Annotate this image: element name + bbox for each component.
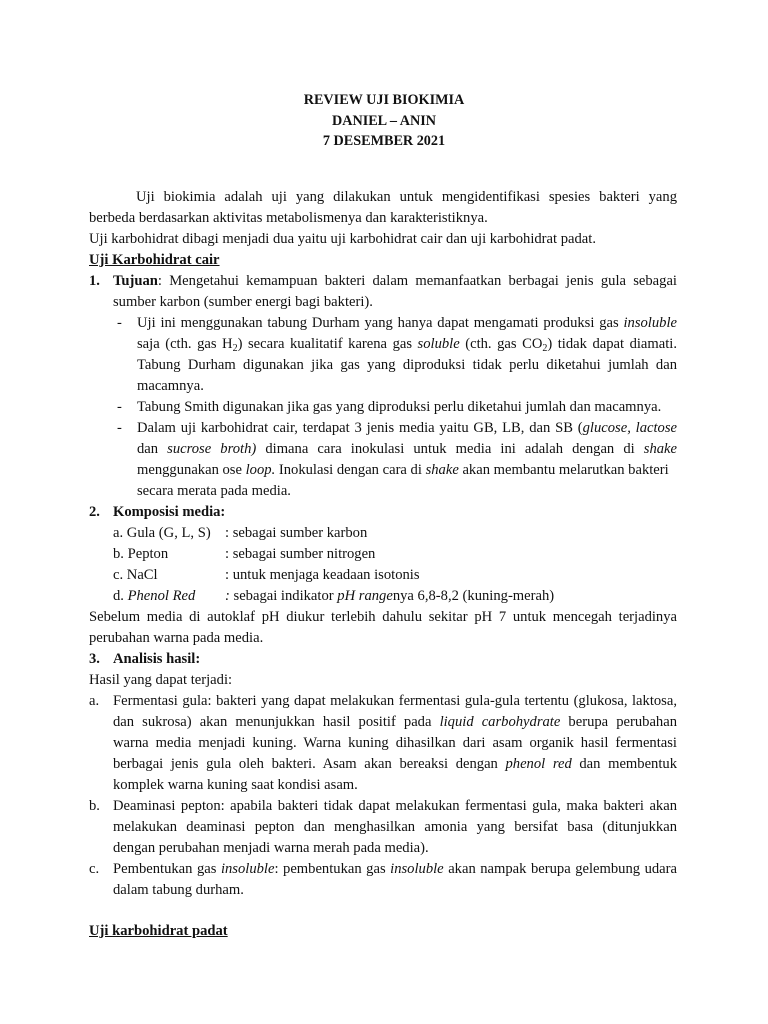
text-span: berupa perubahan [560, 714, 678, 730]
komposisi-item-desc [225, 586, 554, 607]
analisis-a-line-4 [113, 754, 677, 775]
text-span: menggunakan ose [137, 462, 246, 478]
bullet-3-line-3 [137, 460, 669, 481]
bullet-3-line-1 [137, 418, 677, 439]
document-title: REVIEW UJI BIOKIMIA [303, 92, 465, 108]
text-span: Uji ini menggunakan tabung Durham yang hanya dapat mengamati produksi gas [137, 315, 624, 331]
italic-term: insoluble [390, 861, 444, 877]
text-span: dan membentuk [571, 756, 677, 772]
italic-term: insoluble [623, 315, 677, 331]
italic-term: pH range [337, 588, 393, 604]
tujuan-text: : Mengetahui kemampuan bakteri dalam memanfaatkan berbagai jenis gula sebagai [157, 273, 677, 289]
text-span: dan sukrosa) akan menunjukkan hasil positif pada [113, 714, 440, 730]
komposisi-note-line-2: perubahan warna pada media. [89, 630, 264, 646]
analisis-c-line-2: dalam tabung durham. [113, 882, 244, 898]
text-span: (cth. gas CO [459, 336, 543, 352]
analisis-marker-b: b. [89, 798, 100, 814]
italic-term: loop. [245, 462, 276, 478]
bullet-1-line-3: Tabung Durham digunakan jika gas yang diproduksi tidak perlu diketahui jumlah dan [137, 357, 677, 373]
italic-term: shake [643, 441, 677, 457]
text-span: sebagai indikator [229, 588, 338, 604]
italic-term: Phenol Red [127, 588, 196, 604]
list-number-3: 3. [89, 651, 100, 667]
komposisi-item-name [113, 586, 195, 607]
subscript: 2 [542, 343, 548, 354]
italic-term: glucose, lactose [582, 420, 677, 436]
text-span: nya 6,8-8,2 (kuning-merah) [392, 588, 555, 604]
italic-term: sucrose broth) [167, 441, 257, 457]
tujuan-label: Tujuan [113, 273, 158, 289]
bullet-1-line-4: macamnya. [137, 378, 204, 394]
analisis-marker-a: a. [89, 693, 100, 709]
subscript: 2 [232, 343, 238, 354]
text-span: akan nampak berupa gelembung udara [443, 861, 677, 877]
analisis-a-line-1: Fermentasi gula: bakteri yang dapat melakukan fermentasi gula-gula tertentu (glukosa, laktosa, [113, 693, 677, 709]
list-number-2: 2. [89, 504, 100, 520]
text-span: berbagai jenis gula oleh bakteri. Asam akan bereaksi dengan [113, 756, 506, 772]
komposisi-item-name: b. Pepton [113, 546, 169, 562]
section-heading-karbohidrat-padat: Uji karbohidrat padat [89, 923, 228, 939]
bullet-dash: - [117, 315, 122, 331]
section-heading-karbohidrat-cair: Uji Karbohidrat cair [89, 252, 220, 268]
text-span: : pembentukan gas [274, 861, 391, 877]
analisis-a-line-5: komplek warna kuning saat kondisi asam. [113, 777, 358, 793]
komposisi-note-line-1: Sebelum media di autoklaf pH diukur terlebih dahulu sekitar pH 7 untuk mencegah terjadinya [89, 609, 677, 625]
intro-paragraph-line-1: Uji biokimia adalah uji yang dilakukan untuk mengidentifikasi spesies bakteri yang [136, 189, 677, 205]
komposisi-item-name: a. Gula (G, L, S) [113, 525, 211, 541]
komposisi-heading: Komposisi media: [113, 504, 226, 520]
text-span: akan membantu melarutkan bakteri [458, 462, 669, 478]
bullet-3-line-2 [137, 439, 677, 460]
tujuan-line-1 [113, 271, 677, 292]
italic-term: liquid carbohydrate [439, 714, 561, 730]
text-span: saja (cth. gas H [137, 336, 233, 352]
italic-term: phenol red [505, 756, 572, 772]
text-span: dan [137, 441, 168, 457]
document-authors: DANIEL – ANIN [331, 113, 437, 129]
analisis-marker-c: c. [89, 861, 100, 877]
analisis-c-line-1 [113, 859, 677, 880]
text-span: Pembentukan gas [113, 861, 221, 877]
analisis-b-line-1: Deaminasi pepton: apabila bakteri tidak dapat melakukan fermentasi gula, maka bakteri akan [113, 798, 677, 814]
komposisi-item-name: c. NaCl [113, 567, 158, 583]
bullet-dash: - [117, 420, 122, 436]
analisis-intro: Hasil yang dapat terjadi: [89, 672, 233, 688]
bullet-3-line-4: secara merata pada media. [137, 483, 291, 499]
tujuan-line-2: sumber karbon (sumber energi bagi bakteri). [113, 294, 373, 310]
komposisi-item-desc: : untuk menjaga keadaan isotonis [225, 567, 420, 583]
bullet-dash: - [117, 399, 122, 415]
text-span: ) tidak dapat diamati. [547, 336, 677, 352]
text-span: : [225, 588, 230, 604]
analisis-b-line-3: dengan perubahan menjadi warna merah pada media). [113, 840, 429, 856]
list-number-1: 1. [89, 273, 100, 289]
bullet-2-line-1: Tabung Smith digunakan jika gas yang diproduksi perlu diketahui jumlah dan macamnya. [137, 399, 662, 415]
komposisi-item-desc: : sebagai sumber karbon [225, 525, 368, 541]
text-span: dimana cara inokulasi untuk media ini adalah dengan di [256, 441, 644, 457]
italic-term: soluble [417, 336, 460, 352]
text-span: Inokulasi dengan cara di [275, 462, 426, 478]
bullet-1-line-2 [137, 334, 677, 355]
komposisi-item-desc: : sebagai sumber nitrogen [225, 546, 376, 562]
analisis-a-line-3: warna media menjadi kuning. Warna kuning dihasilkan dari asam organik hasil fermentasi [113, 735, 677, 751]
italic-term: insoluble [220, 861, 275, 877]
intro-paragraph-line-2: berbeda berdasarkan aktivitas metabolismenya dan karakteristiknya. [89, 210, 488, 226]
text-span: d. [113, 588, 128, 604]
italic-term: shake [425, 462, 459, 478]
document-date: 7 DESEMBER 2021 [322, 133, 446, 149]
analisis-b-line-2: melakukan deaminasi pepton dan menghasilkan amonia yang bersifat basa (ditunjukkan [113, 819, 677, 835]
intro-paragraph-2: Uji karbohidrat dibagi menjadi dua yaitu uji karbohidrat cair dan uji karbohidrat padat. [89, 231, 596, 247]
analisis-heading: Analisis hasil: [113, 651, 201, 667]
text-span: Dalam uji karbohidrat cair, terdapat 3 jenis media yaitu GB, LB, dan SB ( [137, 420, 583, 436]
bullet-1-line-1 [137, 313, 677, 334]
analisis-a-line-2 [113, 712, 677, 733]
text-span: ) secara kualitatif karena gas [237, 336, 418, 352]
